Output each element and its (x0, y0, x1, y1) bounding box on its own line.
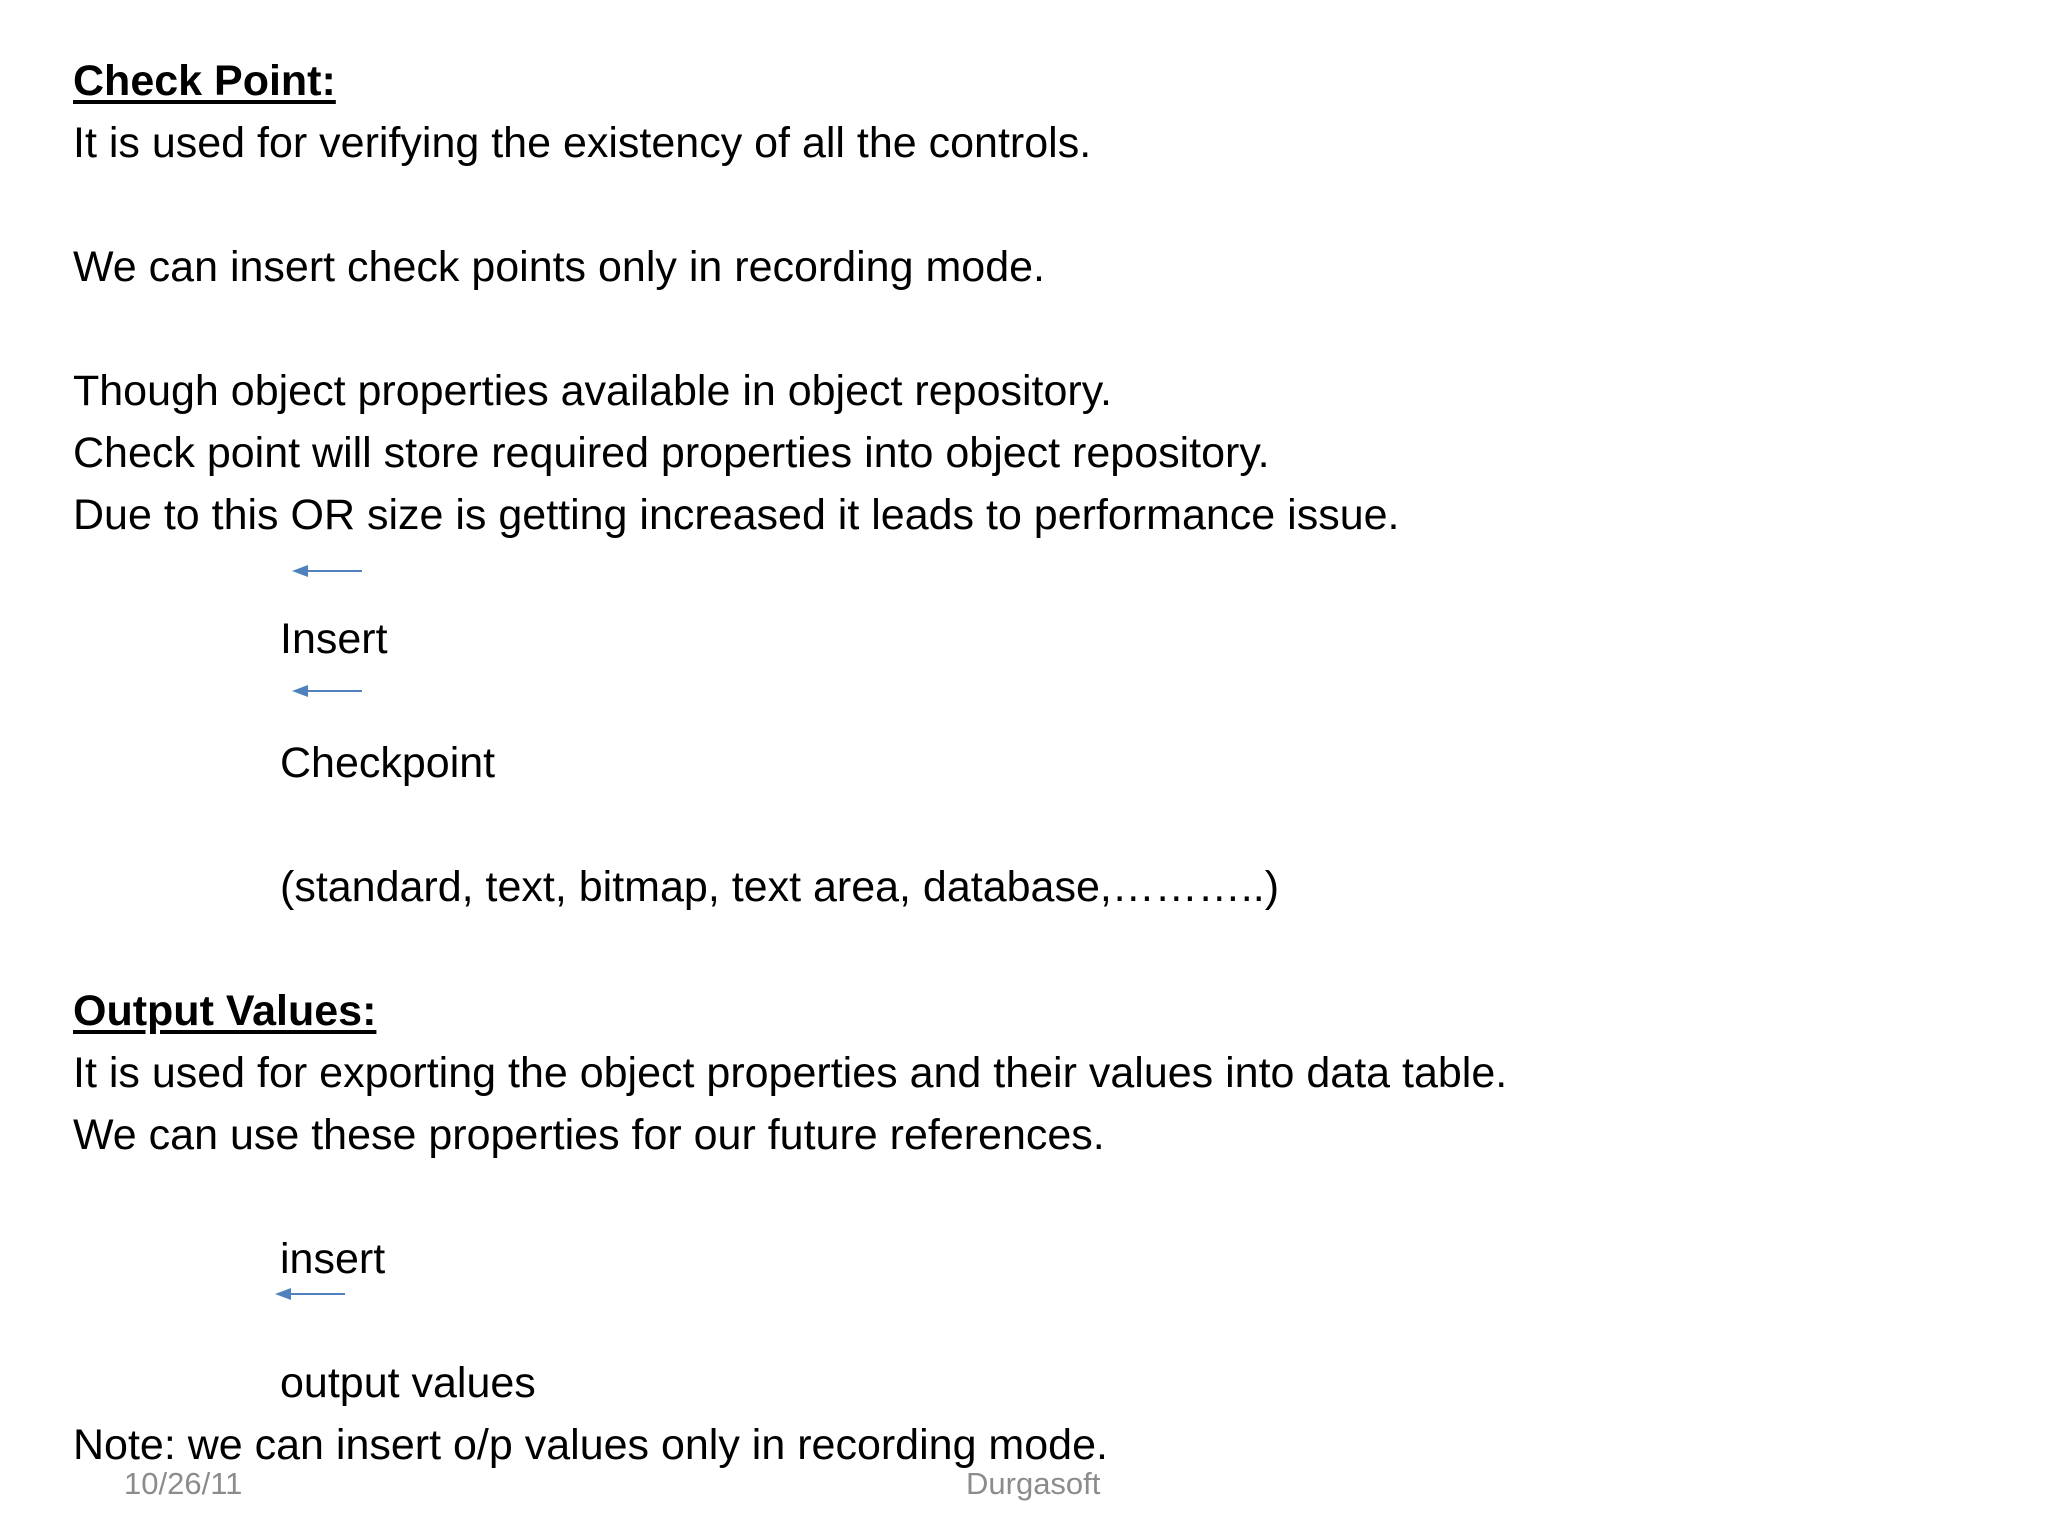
check-point-recording-note: We can insert check points only in recording mode. (73, 243, 1045, 291)
output-values-heading: Output Values: (73, 987, 377, 1035)
footer-date: 10/26/11 (124, 1466, 243, 1501)
left-arrow-icon (292, 683, 364, 699)
left-arrow-icon (292, 563, 364, 579)
check-point-description: It is used for verifying the existency of all the controls. (73, 119, 1092, 167)
check-point-heading: Check Point: (73, 57, 336, 105)
menu-output-values-label: output values (280, 1359, 536, 1407)
output-values-description: It is used for exporting the object properties and their values into data table. (73, 1049, 1508, 1097)
menu-checkpoint-label: Checkpoint (280, 739, 496, 787)
check-point-paragraph-2: Check point will store required properties into object repository. (73, 429, 1270, 477)
output-values-usage: We can use these properties for our future references. (73, 1111, 1105, 1159)
output-values-note: Note: we can insert o/p values only in recording mode. (73, 1421, 1108, 1469)
footer-author: Durgasoft (966, 1466, 1101, 1501)
menu-insert-label-2: insert (280, 1235, 386, 1283)
check-point-paragraph-1: Though object properties available in object repository. (73, 367, 1112, 415)
menu-insert-label: Insert (280, 615, 388, 663)
checkpoint-types-list: (standard, text, bitmap, text area, database,………..) (280, 863, 1280, 911)
left-arrow-icon (275, 1286, 347, 1302)
check-point-paragraph-3: Due to this OR size is getting increased it leads to performance issue. (73, 491, 1400, 539)
